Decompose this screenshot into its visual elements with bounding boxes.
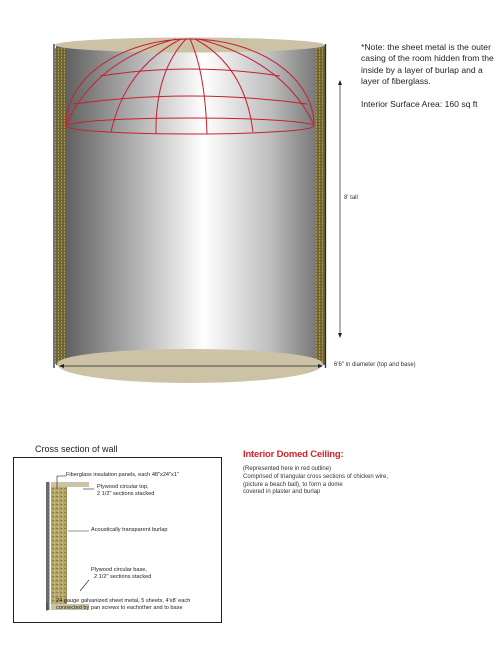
fiberglass-label: Fiberglass insulation panels, each 48"x24"x1"	[66, 472, 179, 478]
note-text: *Note: the sheet metal is the outer casing of the room hidden from the inside by a layer of burlap and a layer of fiberglass.	[361, 42, 494, 87]
sheet-metal-body	[56, 45, 325, 365]
burlap-edge-left	[55, 48, 65, 364]
sheet-metal-label-1: 24 gauge galvanized sheet metal, 5 sheets, 4'x8' each	[56, 598, 191, 604]
plywood-base-label-1: Plywood circular base,	[91, 567, 147, 573]
height-arrow	[338, 80, 342, 338]
cross-section-title: Cross section of wall	[35, 444, 118, 454]
surface-area: Interior Surface Area: 160 sq ft	[361, 98, 478, 109]
ceiling-line: covered in plaster and burlap	[243, 489, 321, 496]
diameter-label: 6'6" in diameter (top and base)	[334, 362, 416, 368]
ceiling-line: Comprised of triangular cross sections of chicken wire,	[243, 473, 389, 480]
ceiling-line: (picture a beach ball), to form a dome	[243, 481, 343, 488]
metal-note	[361, 42, 496, 110]
ceiling-title: Interior Domed Ceiling:	[243, 449, 344, 460]
plywood-top-label-1: Plywood circular top,	[97, 484, 149, 490]
cylinder-room	[54, 38, 326, 384]
height-label: 8' tall	[344, 195, 358, 201]
burlap-edge-right	[316, 48, 325, 364]
plywood-top-label-2: 2 1/2" sections stacked	[97, 491, 155, 497]
burlap-label: Acoustically transparent burlap	[91, 527, 168, 533]
ceiling-description	[243, 466, 388, 497]
sheet-metal-label-2: connected by pan screws to eachother and to base	[56, 605, 183, 611]
plywood-base-label-2: 2 1/2" sections stacked	[94, 574, 152, 580]
ceiling-line: (Represented here in red outline)	[243, 466, 332, 472]
